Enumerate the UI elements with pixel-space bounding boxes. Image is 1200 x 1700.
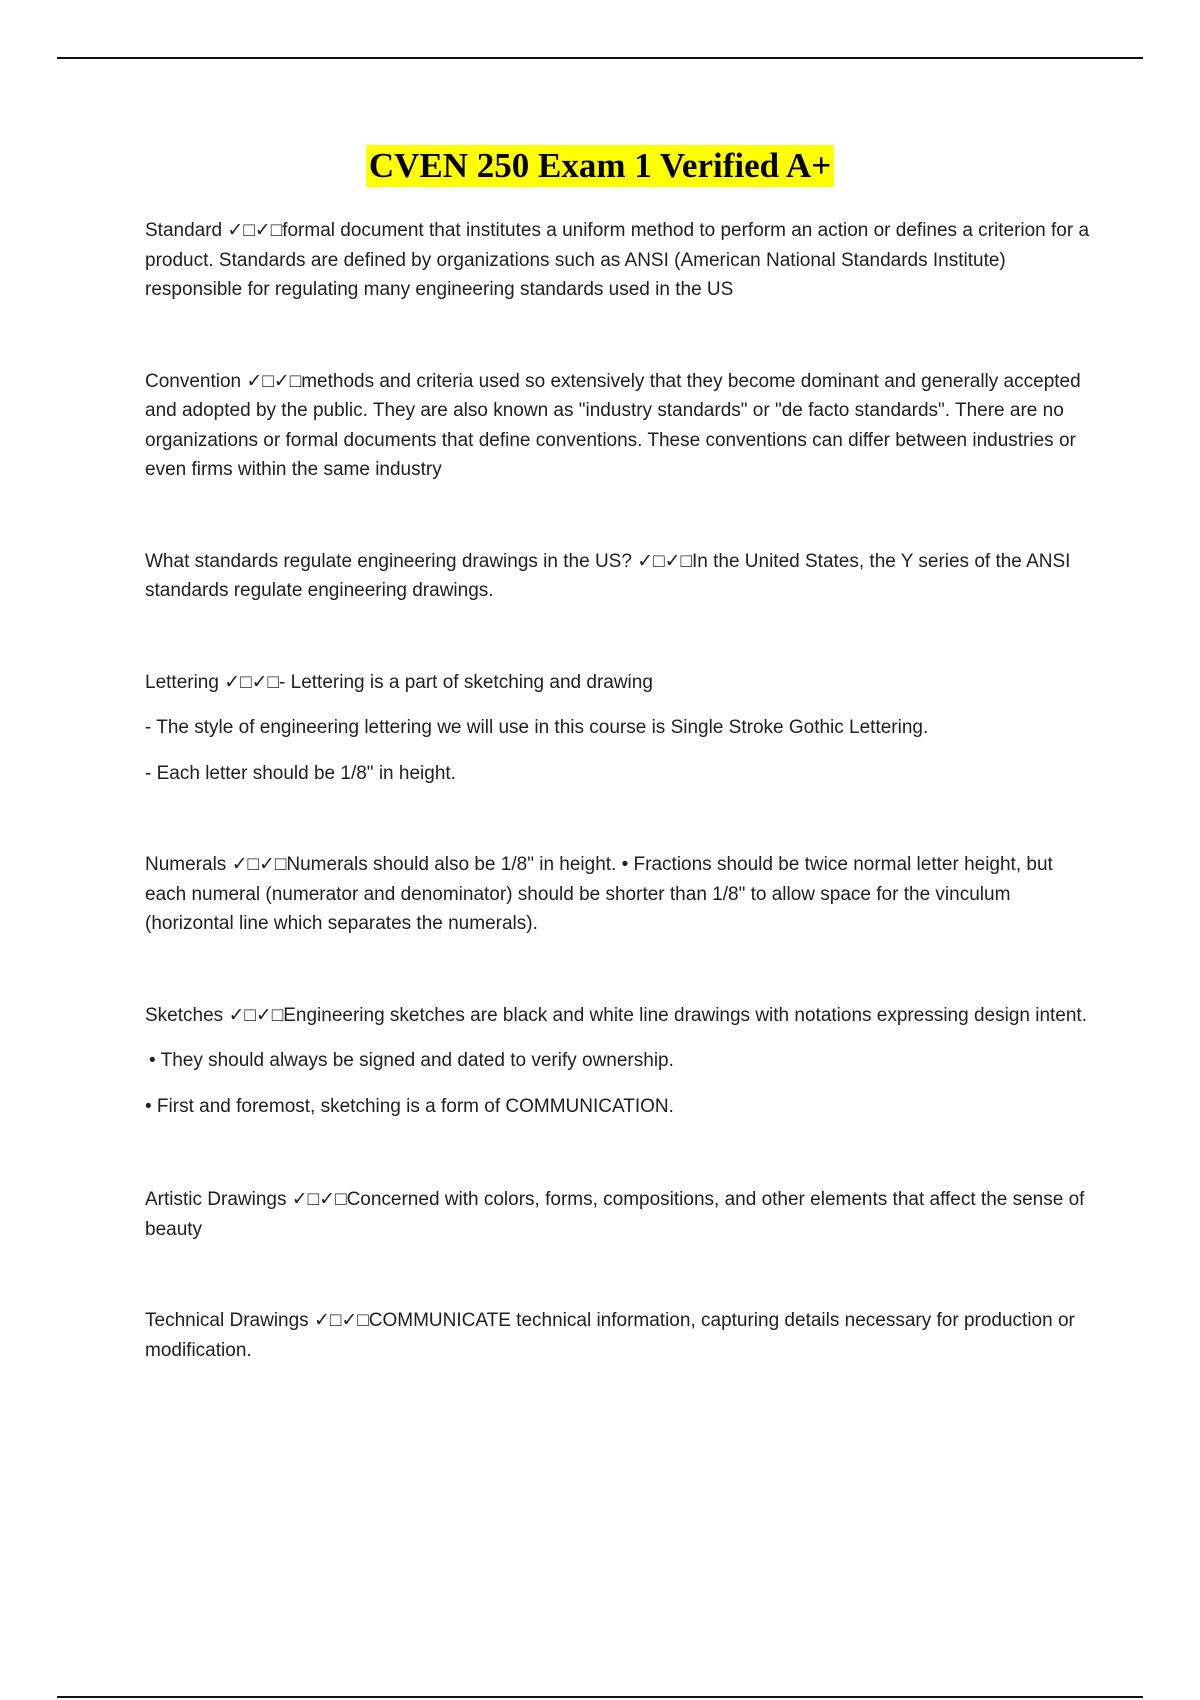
entry-text (145, 850, 1095, 939)
check-mark: ✓□✓□ (228, 1004, 284, 1026)
entry-definition: methods and criteria used so extensively that they become dominant and generally accepted and adopted by the public. They are also known as "industry standards" or "de facto standards". There are no organizations or formal documents that define conventions. These conventions can differ between industries or even firms within the same industry (145, 370, 1081, 480)
check-mark: ✓□✓□ (637, 550, 692, 572)
entry-text (145, 367, 1095, 485)
check-mark: ✓□✓□ (231, 854, 287, 875)
entry-term: Sketches (145, 1004, 224, 1026)
entry-technical-drawings (145, 1306, 1095, 1365)
entry-term: What standards regulate engineering drawings in the US? (145, 550, 632, 572)
entry-definition: Engineering sketches are black and white line drawings with notations expressing design intent. (283, 1004, 1087, 1026)
check-mark: ✓□✓□ (313, 1310, 369, 1331)
entry-bullet-line: • First and foremost, sketching is a form of COMMUNICATION. (145, 1095, 674, 1117)
entry-numerals (145, 850, 1095, 939)
entry-extra-line: - The style of engineering lettering we will use in this course is Single Stroke Gothic Lettering. (145, 717, 929, 738)
entry-standard (145, 216, 1095, 305)
entry-term: Numerals (145, 854, 227, 875)
entry-term: Convention (145, 370, 242, 392)
check-mark: ✓□✓□ (246, 370, 302, 392)
entry-term: Artistic Drawings (145, 1189, 287, 1210)
entry-definition: - Lettering is a part of sketching and drawing (279, 671, 653, 693)
entry-text (145, 547, 1095, 606)
entry-text (145, 216, 1095, 305)
entry-convention (145, 367, 1095, 485)
page-title: CVEN 250 Exam 1 Verified A+ (366, 145, 834, 187)
top-rule (57, 57, 1143, 59)
document-body (145, 216, 1095, 1365)
entry-definition: formal document that institutes a uniform method to perform an action or defines a criterion for a product. Standards are defined by organizations such as ANSI (American National Standards Institute) responsible for regulating many engineering standards used in the US (145, 220, 1090, 300)
check-mark: ✓□✓□ (224, 671, 280, 693)
entry-term: Lettering (145, 671, 219, 693)
entry-definition: Concerned with colors, forms, compositions, and other elements that affect the sense of beauty (145, 1189, 1085, 1240)
entry-bullet-line: • They should always be signed and dated to verify ownership. (149, 1050, 674, 1071)
entry-term: Standard (145, 220, 223, 241)
entry-text (145, 1306, 1095, 1365)
entry-lettering (145, 668, 1095, 789)
entry-sketches (145, 1001, 1095, 1122)
entry-text (145, 668, 1095, 698)
entry-definition: COMMUNICATE technical information, capturing details necessary for production or modification. (145, 1310, 1075, 1361)
entry-definition: In the United States, the Y series of the ANSI standards regulate engineering drawings. (145, 550, 1071, 601)
check-mark: ✓□✓□ (227, 220, 283, 241)
entry-text (145, 1001, 1095, 1031)
entry-standards-question (145, 547, 1095, 606)
bottom-rule (57, 1696, 1143, 1698)
title-block (0, 145, 1200, 187)
entry-term: Technical Drawings (145, 1310, 309, 1331)
entry-artistic-drawings (145, 1185, 1095, 1244)
entry-extra-line: - Each letter should be 1/8" in height. (145, 762, 456, 784)
entry-text (145, 1185, 1095, 1244)
check-mark: ✓□✓□ (291, 1189, 347, 1210)
entry-definition: Numerals should also be 1/8" in height. • Fractions should be twice normal letter height, but each numeral (numerator and denominator) should be shorter than 1/8" to allow space for the vinculum (horizontal line which separates the numerals). (145, 854, 1053, 934)
